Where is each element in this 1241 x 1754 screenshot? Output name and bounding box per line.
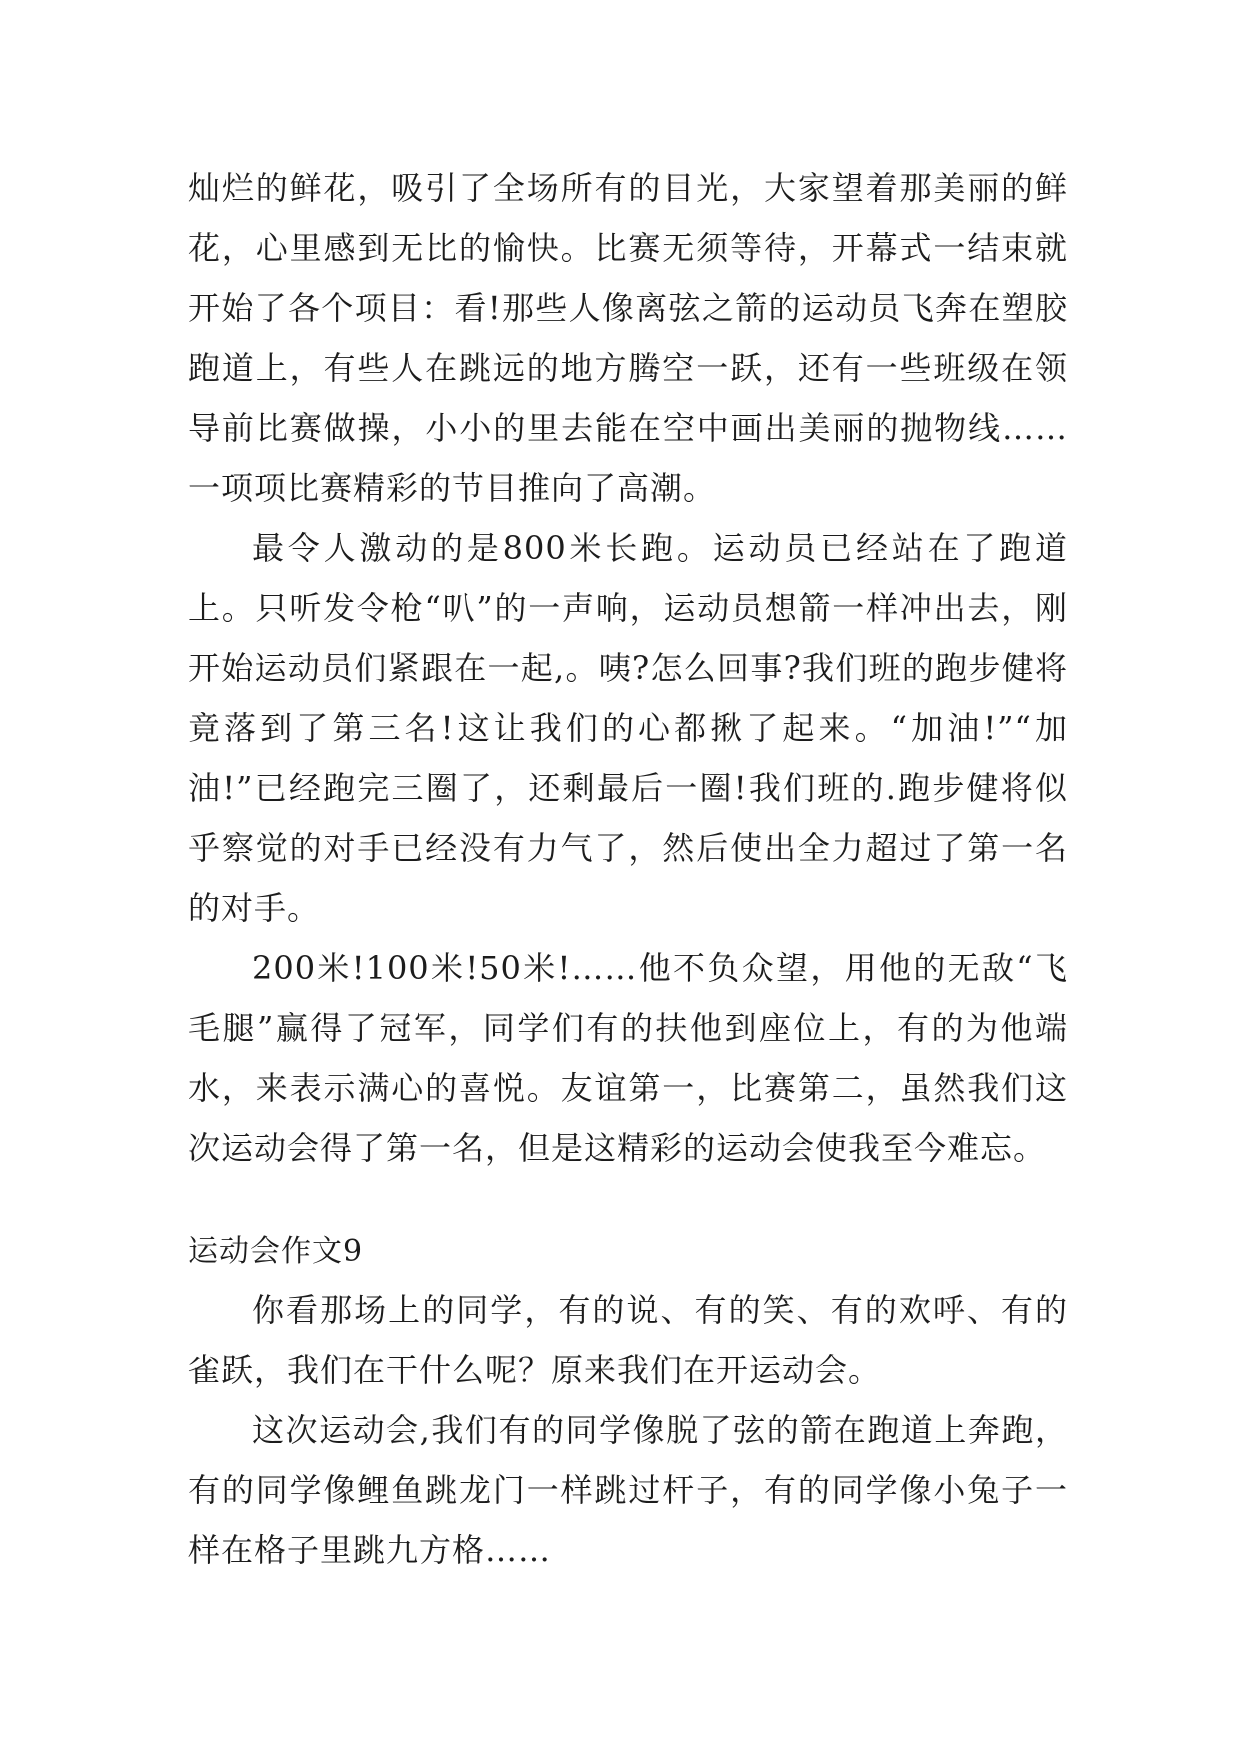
continuation-paragraph: 灿烂的鲜花，吸引了全场所有的目光，大家望着那美丽的鲜花，心里感到无比的愉快。比赛无须等待，开幕式一结束就开始了各个项目：看!那些人像离弦之箭的运动员飞奔在塑胶跑道上，有些人在跳远的地方腾空一跃，还有一些班级在领导前比赛做操，小小的里去能在空中画出美丽的抛物线……一项项比赛精彩的节目推向了高潮。 [188, 169, 1068, 507]
essay-9-paragraph-2: 这次运动会,我们有的同学像脱了弦的箭在跑道上奔跑，有的同学像鲤鱼跳龙门一样跳过杆子，有的同学像小兔子一样在格子里跳九方格…… [188, 1411, 1068, 1569]
essay-9-paragraph-1: 你看那场上的同学，有的说、有的笑、有的欢呼、有的雀跃，我们在干什么呢？原来我们在开运动会。 [188, 1291, 1068, 1389]
article-paragraph-2: 最令人激动的是800米长跑。运动员已经站在了跑道上。只听发令枪“叭”的一声响，运动员想箭一样冲出去，刚开始运动员们紧跟在一起,。咦?怎么回事?我们班的跑步健将竟落到了第三名!这让我们的心都揪了起来。“加油!”“加油!”已经跑完三圈了，还剩最后一圈!我们班的.跑步健将似乎察觉的对手已经没有力气了，然后使出全力超过了第一名的对手。 [188, 529, 1068, 927]
essay-9-title: 运动会作文9 [188, 1234, 364, 1269]
article-paragraph-3: 200米!100米!50米!……他不负众望，用他的无敌“飞毛腿”赢得了冠军，同学们有的扶他到座位上，有的为他端水，来表示满心的喜悦。友谊第一，比赛第二，虽然我们这次运动会得了第一名，但是这精彩的运动会使我至今难忘。 [188, 949, 1068, 1167]
document-body [188, 158, 1068, 1580]
